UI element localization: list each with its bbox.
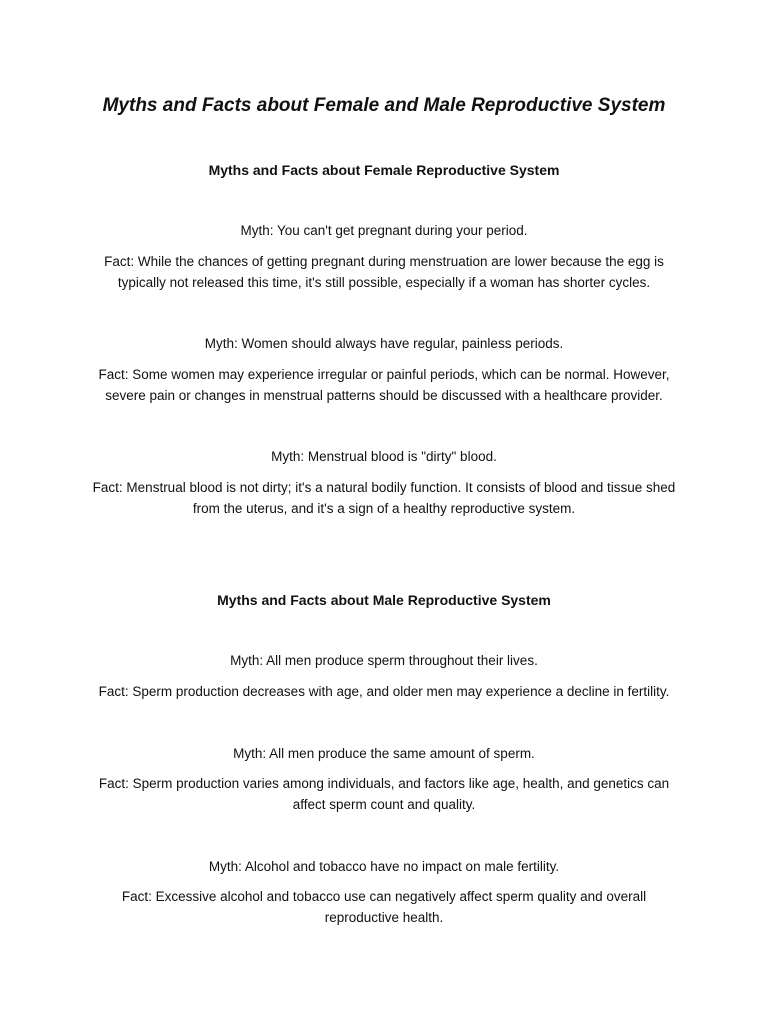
myth-text: Myth: Women should always have regular, painless periods. (204, 336, 564, 351)
myth-text: Myth: All men produce the same amount of sperm. (233, 746, 535, 761)
document-title: Myths and Facts about Female and Male Reproductive System (102, 95, 666, 116)
fact-text: Fact: While the chances of getting pregnant during menstruation are lower because the egg is typically not released this time, it's still possible, especially if a woman has shorter cycles. (104, 254, 664, 290)
myth-text: Myth: You can't get pregnant during your period. (240, 223, 528, 238)
fact-text: Fact: Excessive alcohol and tobacco use can negatively affect sperm quality and overall reproductive health. (121, 889, 647, 925)
fact-text: Fact: Some women may experience irregular or painful periods, which can be normal. However, severe pain or changes in menstrual patterns should be discussed with a healthcare provider. (98, 367, 670, 403)
fact-text: Fact: Menstrual blood is not dirty; it's a natural bodily function. It consists of blood and tissue shed from the uterus, and it's a sign of a healthy reproductive system. (92, 480, 676, 516)
myth-text: Myth: Menstrual blood is "dirty" blood. (271, 449, 497, 464)
myth-text: Myth: Alcohol and tobacco have no impact on male fertility. (208, 859, 560, 874)
fact-text: Fact: Sperm production decreases with age, and older men may experience a decline in fertility. (98, 684, 670, 699)
fact-text: Fact: Sperm production varies among individuals, and factors like age, health, and genetics can affect sperm count and quality. (98, 776, 670, 812)
myth-text: Myth: All men produce sperm throughout their lives. (230, 653, 538, 668)
male-section-heading: Myths and Facts about Male Reproductive System (217, 592, 551, 608)
female-section-heading: Myths and Facts about Female Reproductive System (208, 162, 560, 178)
